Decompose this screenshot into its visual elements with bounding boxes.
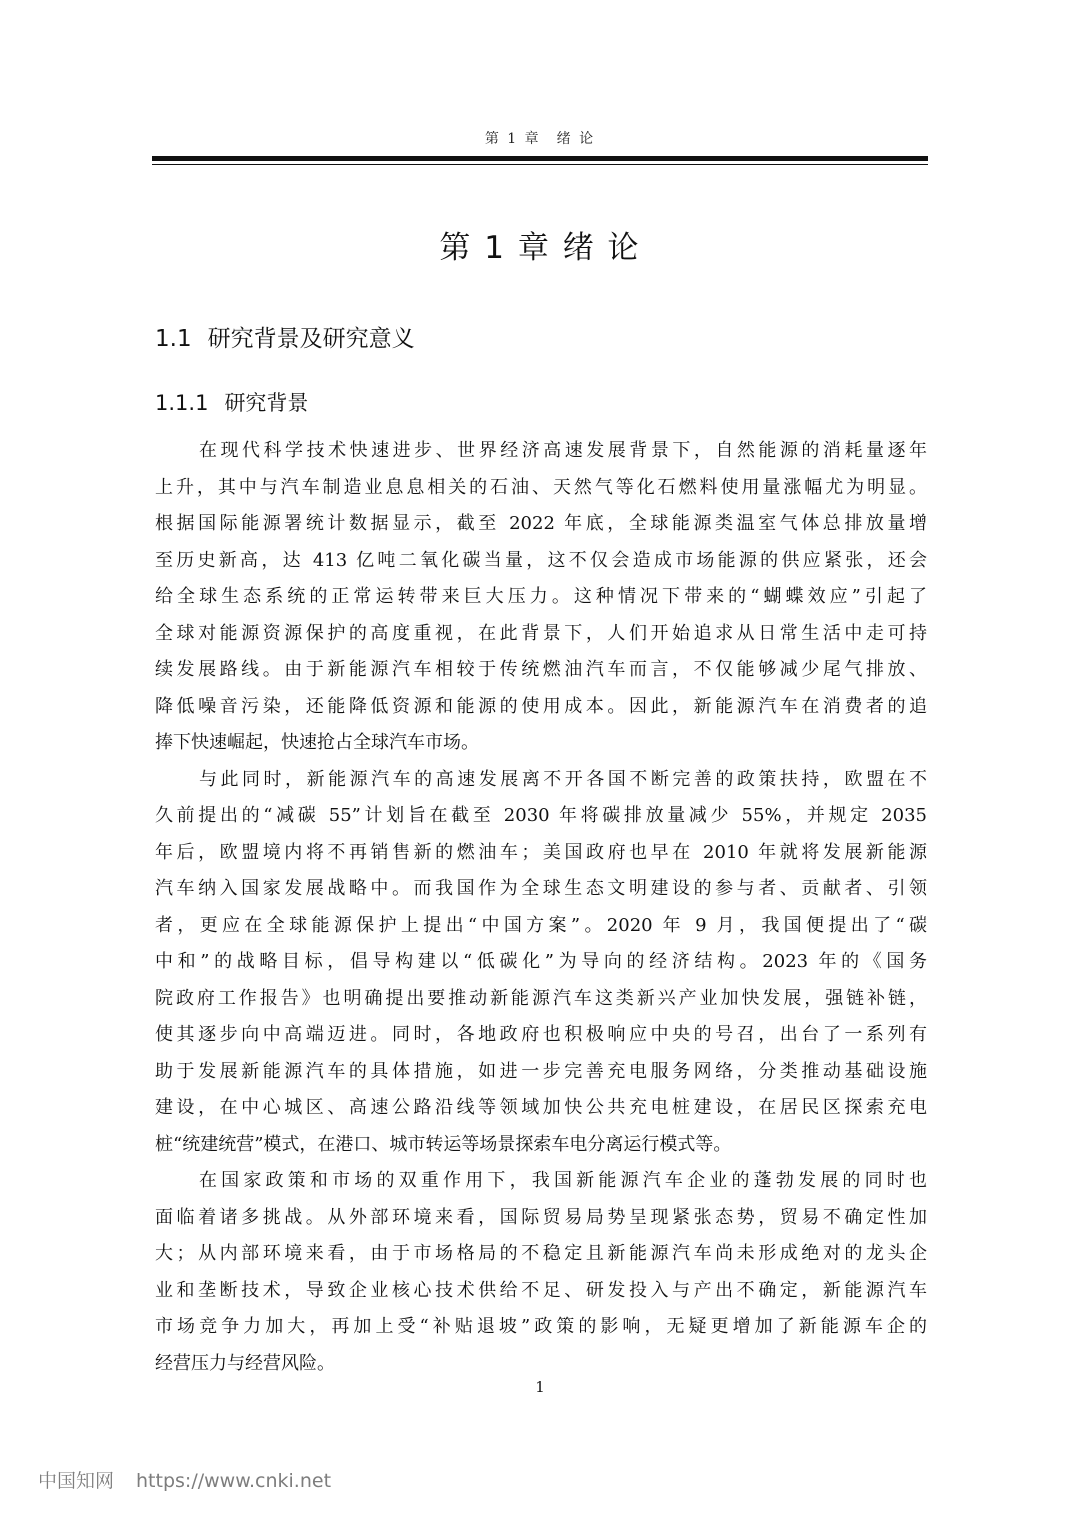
subsection-heading	[155, 387, 308, 417]
section-number: 1.1	[155, 326, 192, 352]
body-text	[155, 433, 927, 1382]
body-line: 年后，欧盟境内将不再销售新的燃油车；美国政府也早在 2010 年就将发展新能源	[155, 841, 927, 863]
body-line: 汽车纳入国家发展战略中。而我国作为全球生态文明建设的参与者、贡献者、引领	[155, 878, 927, 899]
body-line: 根据国际能源署统计数据显示，截至 2022 年底，全球能源类温室气体总排放量增	[155, 513, 927, 534]
body-line: 与此同时，新能源汽车的高速发展离不开各国不断完善的政策扶持，欧盟在不	[199, 768, 927, 790]
subsection-title: 研究背景	[224, 391, 309, 415]
body-line: 在现代科学技术快速进步、世界经济高速发展背景下，自然能源的消耗量逐年	[199, 440, 927, 461]
body-line: 业和垄断技术，导致企业核心技术供给不足、研发投入与产出不确定，新能源汽车	[155, 1279, 927, 1301]
chapter-title: 第 1 章 绪 论	[439, 230, 641, 266]
body-line: 助于发展新能源汽车的具体措施，如进一步完善充电服务网络，分类推动基础设施	[155, 1060, 927, 1082]
body-line: 面临着诸多挑战。从外部环境来看，国际贸易局势呈现紧张态势，贸易不确定性加	[155, 1206, 927, 1228]
body-line: 使其逐步向中高端迈进。同时，各地政府也积极响应中央的号召，出台了一系列有	[155, 1024, 927, 1045]
body-line: 中和”的战略目标，倡导构建以“低碳化”为导向的经济结构。2023 年的《国务	[155, 951, 927, 972]
body-line: 续发展路线。由于新能源汽车相较于传统燃油汽车而言，不仅能够减少尾气排放、	[155, 659, 927, 680]
body-line: 捧下快速崛起，快速抢占全球汽车市场。	[155, 732, 479, 753]
header-rule-thin	[152, 164, 928, 165]
subsection-number: 1.1.1	[155, 391, 209, 415]
body-line: 大；从内部环境来看，由于市场格局的不稳定且新能源汽车尚未形成绝对的龙头企	[155, 1243, 927, 1264]
section-title: 研究背景及研究意义	[207, 326, 415, 352]
body-line: 久前提出的“减碳 55”计划旨在截至 2030 年将碳排放量减少 55%，并规定 2035	[155, 805, 927, 826]
body-line: 者，更应在全球能源保护上提出“中国方案”。2020 年 9 月，我国便提出了“碳	[155, 914, 927, 936]
body-line: 上升，其中与汽车制造业息息相关的石油、天然气等化石燃料使用量涨幅尤为明显。	[155, 476, 927, 498]
watermark	[38, 1466, 331, 1493]
section-heading	[155, 320, 415, 353]
watermark-brand: 中国知网	[38, 1470, 115, 1492]
body-line: 在国家政策和市场的双重作用下，我国新能源汽车企业的蓬勃发展的同时也	[199, 1170, 927, 1191]
body-line: 桩“统建统营”模式，在港口、城市转运等场景探索车电分离运行模式等。	[155, 1133, 732, 1155]
watermark-url[interactable]: https://www.cnki.net	[136, 1470, 332, 1492]
body-line: 至历史新高，达 413 亿吨二氧化碳当量，这不仅会造成市场能源的供应紧张，还会	[155, 549, 927, 571]
body-line: 降低噪音污染，还能降低资源和能源的使用成本。因此，新能源汽车在消费者的追	[155, 695, 927, 717]
body-line: 市场竞争力加大，再加上受“补贴退坡”政策的影响，无疑更增加了新能源车企的	[155, 1316, 927, 1337]
body-line: 院政府工作报告》也明确提出要推动新能源汽车这类新兴产业加快发展，强链补链，	[155, 987, 927, 1009]
body-line: 全球对能源资源保护的高度重视，在此背景下，人们开始追求从日常生活中走可持	[155, 622, 927, 644]
body-line: 经营压力与经营风险。	[155, 1352, 335, 1374]
body-line: 建设，在中心城区、高速公路沿线等领域加快公共充电桩建设，在居民区探索充电	[155, 1097, 927, 1118]
page-number: 1	[535, 1378, 545, 1396]
running-header: 第 1 章 绪 论	[484, 131, 596, 147]
body-line: 给全球生态系统的正常运转带来巨大压力。这种情况下带来的“蝴蝶效应”引起了	[155, 586, 927, 607]
header-rule	[152, 156, 928, 161]
